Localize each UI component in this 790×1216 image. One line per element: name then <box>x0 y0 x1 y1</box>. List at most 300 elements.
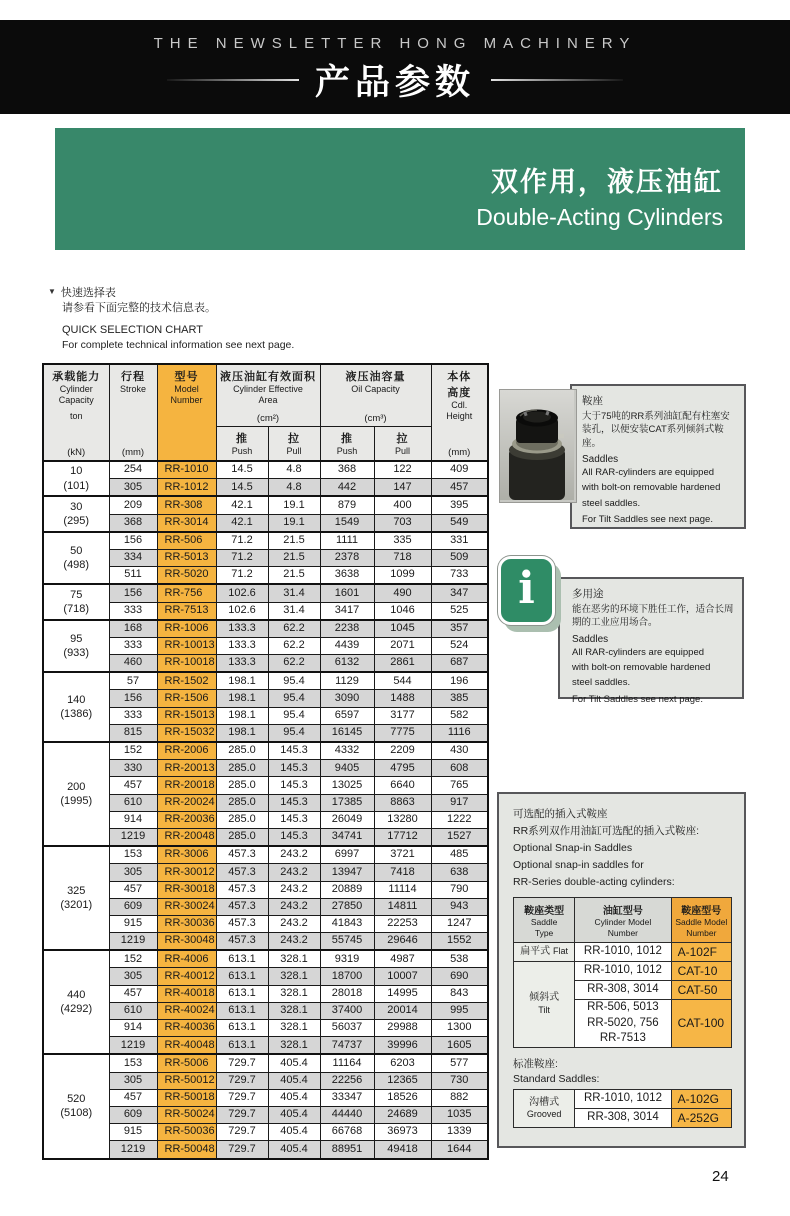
table-row <box>43 760 488 777</box>
height-cell: 1605 <box>431 1037 488 1055</box>
model-cell: RR-20018 <box>157 777 216 794</box>
height-cell: 524 <box>431 637 488 654</box>
push-area-cell: 285.0 <box>216 760 268 777</box>
push-oil-cell: 55745 <box>320 933 374 951</box>
model-cell: RR-40024 <box>157 1002 216 1019</box>
saddles-body-zh: 大于75吨的RR系列油缸配有柱塞安装孔，以便安装CAT系列倾斜式鞍座。 <box>582 411 730 449</box>
stroke-cell: 333 <box>109 602 157 620</box>
pull-area-cell: 19.1 <box>268 496 320 514</box>
pull-area-cell: 4.8 <box>268 461 320 479</box>
push-oil-cell: 17385 <box>320 794 374 811</box>
subheader-push-area: 推 Push <box>216 427 268 462</box>
push-area-cell: 729.7 <box>216 1054 268 1072</box>
table-row <box>43 950 488 968</box>
table-row <box>43 1002 488 1019</box>
push-oil-cell: 27850 <box>320 898 374 915</box>
capacity-cell: 325 (3201) <box>43 846 109 950</box>
model-cell: RR-40018 <box>157 985 216 1002</box>
push-oil-cell: 56037 <box>320 1020 374 1037</box>
model-cell: RR-30036 <box>157 915 216 932</box>
model-cell: RR-10018 <box>157 655 216 673</box>
push-oil-cell: 6132 <box>320 655 374 673</box>
snapin-sub-zh: RR系列双作用油缸可选配的插入式鞍座: <box>513 825 700 837</box>
pull-area-cell: 243.2 <box>268 864 320 881</box>
model-cell: RR-756 <box>157 584 216 602</box>
stroke-cell: 330 <box>109 760 157 777</box>
table-row <box>43 532 488 550</box>
cylinder-model-cell: RR-308, 3014 <box>575 981 671 1000</box>
table-row <box>43 496 488 514</box>
push-oil-cell: 26049 <box>320 811 374 828</box>
height-cell: 917 <box>431 794 488 811</box>
push-area-cell: 729.7 <box>216 1072 268 1089</box>
versatility-body-en: with bolt-on removable hardened <box>572 661 711 673</box>
table-row <box>43 864 488 881</box>
pull-oil-cell: 7775 <box>374 724 431 742</box>
model-cell: RR-1006 <box>157 620 216 638</box>
capacity-cell: 440 (4292) <box>43 950 109 1054</box>
table-row <box>43 933 488 951</box>
height-cell: 196 <box>431 672 488 690</box>
height-cell: 1247 <box>431 915 488 932</box>
snapin-sub-en2: RR-Series double-acting cylinders: <box>513 876 675 888</box>
saddles-title-en: Saddles <box>582 453 619 465</box>
pull-area-cell: 328.1 <box>268 950 320 968</box>
table-row <box>43 915 488 932</box>
height-cell: 409 <box>431 461 488 479</box>
saddle-model-cell: A-252G <box>671 1109 731 1128</box>
model-cell: RR-15032 <box>157 724 216 742</box>
pull-oil-cell: 2861 <box>374 655 431 673</box>
push-area-cell: 285.0 <box>216 794 268 811</box>
push-oil-cell: 2238 <box>320 620 374 638</box>
pull-oil-cell: 39996 <box>374 1037 431 1055</box>
pull-area-cell: 405.4 <box>268 1054 320 1072</box>
push-area-cell: 729.7 <box>216 1106 268 1123</box>
push-oil-cell: 13947 <box>320 864 374 881</box>
saddles-title-zh: 鞍座 <box>582 395 603 407</box>
pull-area-cell: 405.4 <box>268 1072 320 1089</box>
cylinder-model-cell: RR-506, 5013 RR-5020, 756 RR-7513 <box>575 1000 671 1048</box>
height-cell: 509 <box>431 549 488 566</box>
stroke-cell: 457 <box>109 881 157 898</box>
capacity-cell: 520 (5108) <box>43 1054 109 1158</box>
table-row <box>43 584 488 602</box>
pull-area-cell: 243.2 <box>268 881 320 898</box>
push-oil-cell: 2378 <box>320 549 374 566</box>
pull-oil-cell: 4987 <box>374 950 431 968</box>
stroke-cell: 609 <box>109 898 157 915</box>
height-cell: 485 <box>431 846 488 864</box>
pull-oil-cell: 147 <box>374 479 431 497</box>
push-area-cell: 457.3 <box>216 881 268 898</box>
masthead-rule-right <box>491 79 623 81</box>
table-row <box>514 943 732 962</box>
push-area-cell: 729.7 <box>216 1089 268 1106</box>
snapin-header-type: 鞍座类型 Saddle Type <box>514 898 575 943</box>
saddle-model-cell: A-102G <box>671 1090 731 1109</box>
height-cell: 347 <box>431 584 488 602</box>
model-cell: RR-50018 <box>157 1089 216 1106</box>
pull-oil-cell: 1488 <box>374 690 431 707</box>
stroke-cell: 368 <box>109 514 157 532</box>
height-cell: 687 <box>431 655 488 673</box>
model-cell: RR-50048 <box>157 1141 216 1159</box>
capacity-cell: 10 (101) <box>43 461 109 496</box>
table-row <box>514 1090 732 1109</box>
push-oil-cell: 34741 <box>320 828 374 846</box>
table-row <box>43 1054 488 1072</box>
saddle-type-cell: 沟槽式 Grooved <box>514 1090 575 1128</box>
pull-oil-cell: 14811 <box>374 898 431 915</box>
stroke-cell: 815 <box>109 724 157 742</box>
push-oil-cell: 1129 <box>320 672 374 690</box>
height-cell: 1644 <box>431 1141 488 1159</box>
model-cell: RR-20024 <box>157 794 216 811</box>
stroke-cell: 914 <box>109 1020 157 1037</box>
header-oil-capacity: 液压油容量 Oil Capacity (cm³) <box>320 364 431 427</box>
stroke-cell: 209 <box>109 496 157 514</box>
pull-oil-cell: 3721 <box>374 846 431 864</box>
push-oil-cell: 41843 <box>320 915 374 932</box>
table-row <box>43 514 488 532</box>
capacity-cell: 140 (1386) <box>43 672 109 742</box>
height-cell: 385 <box>431 690 488 707</box>
versatility-body-zh: 能在恶劣的环境下胜任工作，适合长周期的工业应用场合。 <box>572 604 734 629</box>
table-row <box>43 1089 488 1106</box>
push-area-cell: 71.2 <box>216 532 268 550</box>
stroke-cell: 1219 <box>109 933 157 951</box>
stroke-cell: 305 <box>109 479 157 497</box>
model-cell: RR-40012 <box>157 968 216 985</box>
pull-area-cell: 145.3 <box>268 828 320 846</box>
height-cell: 1552 <box>431 933 488 951</box>
cylinder-model-cell: RR-1010, 1012 <box>575 962 671 981</box>
versatility-body-en: steel saddles. <box>572 677 631 689</box>
height-cell: 608 <box>431 760 488 777</box>
pull-oil-cell: 17712 <box>374 828 431 846</box>
push-oil-cell: 33347 <box>320 1089 374 1106</box>
table-row <box>43 549 488 566</box>
height-cell: 331 <box>431 532 488 550</box>
stroke-cell: 57 <box>109 672 157 690</box>
pull-area-cell: 145.3 <box>268 760 320 777</box>
table-row <box>43 655 488 673</box>
pull-oil-cell: 6640 <box>374 777 431 794</box>
table-row <box>43 828 488 846</box>
pull-area-cell: 328.1 <box>268 1037 320 1055</box>
push-area-cell: 457.3 <box>216 846 268 864</box>
snapin-saddles-panel <box>497 792 746 1148</box>
push-oil-cell: 6997 <box>320 846 374 864</box>
model-cell: RR-30018 <box>157 881 216 898</box>
pull-oil-cell: 6203 <box>374 1054 431 1072</box>
table-row <box>43 968 488 985</box>
pull-area-cell: 243.2 <box>268 898 320 915</box>
stroke-cell: 333 <box>109 707 157 724</box>
snapin-sub-en1: Optional snap-in saddles for <box>513 859 644 871</box>
height-cell: 1527 <box>431 828 488 846</box>
pull-oil-cell: 11114 <box>374 881 431 898</box>
pull-area-cell: 145.3 <box>268 794 320 811</box>
height-cell: 1222 <box>431 811 488 828</box>
push-oil-cell: 13025 <box>320 777 374 794</box>
push-oil-cell: 37400 <box>320 1002 374 1019</box>
table-row <box>43 637 488 654</box>
push-oil-cell: 18700 <box>320 968 374 985</box>
push-area-cell: 14.5 <box>216 461 268 479</box>
pull-area-cell: 21.5 <box>268 567 320 585</box>
quick-selection-intro <box>48 286 294 352</box>
table-row <box>43 620 488 638</box>
pull-area-cell: 62.2 <box>268 655 320 673</box>
pull-oil-cell: 3177 <box>374 707 431 724</box>
push-area-cell: 71.2 <box>216 549 268 566</box>
table-row <box>43 724 488 742</box>
pull-oil-cell: 29988 <box>374 1020 431 1037</box>
model-cell: RR-15013 <box>157 707 216 724</box>
saddles-body-en: steel saddles. <box>582 497 641 509</box>
stroke-cell: 457 <box>109 1089 157 1106</box>
pull-area-cell: 4.8 <box>268 479 320 497</box>
model-cell: RR-5006 <box>157 1054 216 1072</box>
stroke-cell: 305 <box>109 864 157 881</box>
stroke-cell: 914 <box>109 811 157 828</box>
capacity-cell: 30 (295) <box>43 496 109 531</box>
push-oil-cell: 9319 <box>320 950 374 968</box>
pull-area-cell: 95.4 <box>268 707 320 724</box>
stroke-cell: 1219 <box>109 1037 157 1055</box>
stroke-cell: 153 <box>109 846 157 864</box>
capacity-cell: 200 (1995) <box>43 742 109 846</box>
capacity-cell: 75 (718) <box>43 584 109 619</box>
push-oil-cell: 88951 <box>320 1141 374 1159</box>
table-row <box>43 846 488 864</box>
pull-oil-cell: 703 <box>374 514 431 532</box>
pull-oil-cell: 36973 <box>374 1124 431 1141</box>
height-cell: 1116 <box>431 724 488 742</box>
cylinder-model-cell: RR-308, 3014 <box>575 1109 671 1128</box>
push-oil-cell: 368 <box>320 461 374 479</box>
pull-area-cell: 145.3 <box>268 777 320 794</box>
push-area-cell: 198.1 <box>216 724 268 742</box>
push-oil-cell: 879 <box>320 496 374 514</box>
standard-saddle-table <box>513 1089 732 1128</box>
model-cell: RR-20048 <box>157 828 216 846</box>
pull-oil-cell: 18526 <box>374 1089 431 1106</box>
model-cell: RR-50024 <box>157 1106 216 1123</box>
push-oil-cell: 9405 <box>320 760 374 777</box>
stroke-cell: 1219 <box>109 1141 157 1159</box>
push-area-cell: 198.1 <box>216 690 268 707</box>
model-cell: RR-308 <box>157 496 216 514</box>
height-cell: 882 <box>431 1089 488 1106</box>
standard-saddles-title-zh: 标准鞍座: <box>513 1057 558 1070</box>
header-model: 型号 Model Number <box>157 364 216 461</box>
model-cell: RR-7513 <box>157 602 216 620</box>
push-area-cell: 613.1 <box>216 968 268 985</box>
push-area-cell: 729.7 <box>216 1141 268 1159</box>
versatility-panel <box>558 577 744 705</box>
subheader-pull-oil: 拉 Pull <box>374 427 431 462</box>
pull-oil-cell: 1046 <box>374 602 431 620</box>
push-area-cell: 102.6 <box>216 602 268 620</box>
pull-area-cell: 328.1 <box>268 1020 320 1037</box>
height-cell: 995 <box>431 1002 488 1019</box>
pull-area-cell: 21.5 <box>268 549 320 566</box>
height-cell: 943 <box>431 898 488 915</box>
model-cell: RR-1502 <box>157 672 216 690</box>
table-row <box>43 690 488 707</box>
push-oil-cell: 3090 <box>320 690 374 707</box>
table-row <box>43 602 488 620</box>
model-cell: RR-2006 <box>157 742 216 760</box>
table-row <box>43 881 488 898</box>
push-area-cell: 613.1 <box>216 1037 268 1055</box>
versatility-body-en: For Tilt Saddles see next page. <box>572 693 703 705</box>
pull-oil-cell: 24689 <box>374 1106 431 1123</box>
header-capacity: 承载能力 Cylinder Capacity ton (kN) <box>43 364 109 461</box>
capacity-cell: 50 (498) <box>43 532 109 585</box>
intro-zh-title: 快速选择表 <box>60 287 116 299</box>
push-area-cell: 198.1 <box>216 707 268 724</box>
push-area-cell: 457.3 <box>216 915 268 932</box>
pull-area-cell: 328.1 <box>268 968 320 985</box>
capacity-cell: 95 (933) <box>43 620 109 673</box>
table-row <box>43 1124 488 1141</box>
push-oil-cell: 3417 <box>320 602 374 620</box>
pull-area-cell: 95.4 <box>268 690 320 707</box>
table-row <box>43 1020 488 1037</box>
height-cell: 395 <box>431 496 488 514</box>
saddles-body-en: with bolt-on removable hardened <box>582 482 721 494</box>
height-cell: 1339 <box>431 1124 488 1141</box>
height-cell: 690 <box>431 968 488 985</box>
pull-oil-cell: 335 <box>374 532 431 550</box>
model-cell: RR-20013 <box>157 760 216 777</box>
stroke-cell: 610 <box>109 1002 157 1019</box>
height-cell: 733 <box>431 567 488 585</box>
stroke-cell: 915 <box>109 1124 157 1141</box>
table-row <box>43 777 488 794</box>
pull-area-cell: 405.4 <box>268 1106 320 1123</box>
pull-oil-cell: 400 <box>374 496 431 514</box>
push-oil-cell: 11164 <box>320 1054 374 1072</box>
height-cell: 638 <box>431 864 488 881</box>
push-area-cell: 71.2 <box>216 567 268 585</box>
table-row <box>43 1072 488 1089</box>
info-icon: i <box>498 556 555 625</box>
model-cell: RR-5013 <box>157 549 216 566</box>
push-oil-cell: 1601 <box>320 584 374 602</box>
table-row <box>514 962 732 981</box>
stroke-cell: 156 <box>109 584 157 602</box>
pull-area-cell: 405.4 <box>268 1089 320 1106</box>
push-area-cell: 285.0 <box>216 828 268 846</box>
pull-area-cell: 243.2 <box>268 846 320 864</box>
pull-oil-cell: 1045 <box>374 620 431 638</box>
masthead <box>0 20 790 114</box>
table-row <box>43 1106 488 1123</box>
header-effective-area: 液压油缸有效面积 Cylinder Effective Area (cm²) <box>216 364 320 427</box>
height-cell: 1035 <box>431 1106 488 1123</box>
height-cell: 525 <box>431 602 488 620</box>
table-row <box>43 898 488 915</box>
subheader-push-oil: 推 Push <box>320 427 374 462</box>
pull-oil-cell: 29646 <box>374 933 431 951</box>
snapin-header-saddle-model: 鞍座型号 Saddle Model Number <box>671 898 731 943</box>
push-area-cell: 133.3 <box>216 637 268 654</box>
banner-title-zh: 双作用，液压油缸 <box>491 167 723 197</box>
table-row <box>43 672 488 690</box>
stroke-cell: 153 <box>109 1054 157 1072</box>
pull-oil-cell: 20014 <box>374 1002 431 1019</box>
pull-oil-cell: 718 <box>374 549 431 566</box>
subheader-pull-area: 拉 Pull <box>268 427 320 462</box>
versatility-body-en: All RAR-cylinders are equipped <box>572 646 705 658</box>
height-cell: 790 <box>431 881 488 898</box>
height-cell: 549 <box>431 514 488 532</box>
masthead-rule-left <box>167 79 299 81</box>
pull-area-cell: 19.1 <box>268 514 320 532</box>
pull-oil-cell: 8863 <box>374 794 431 811</box>
model-cell: RR-10013 <box>157 637 216 654</box>
model-cell: RR-506 <box>157 532 216 550</box>
saddle-model-cell: A-102F <box>671 943 731 962</box>
pull-oil-cell: 10007 <box>374 968 431 985</box>
page-number: 24 <box>712 1168 729 1185</box>
saddles-body-en: All RAR-cylinders are equipped <box>582 466 715 478</box>
pull-area-cell: 243.2 <box>268 915 320 932</box>
saddle-type-cell: 倾斜式 Tilt <box>514 962 575 1048</box>
push-area-cell: 198.1 <box>216 672 268 690</box>
stroke-cell: 156 <box>109 690 157 707</box>
height-cell: 430 <box>431 742 488 760</box>
cylinder-saddle-image <box>500 390 574 500</box>
snapin-title-en: Optional Snap-in Saddles <box>513 842 633 854</box>
push-oil-cell: 1549 <box>320 514 374 532</box>
stroke-cell: 152 <box>109 950 157 968</box>
push-area-cell: 102.6 <box>216 584 268 602</box>
model-cell: RR-1506 <box>157 690 216 707</box>
stroke-cell: 254 <box>109 461 157 479</box>
push-area-cell: 729.7 <box>216 1124 268 1141</box>
table-row <box>43 1037 488 1055</box>
stroke-cell: 609 <box>109 1106 157 1123</box>
push-oil-cell: 1111 <box>320 532 374 550</box>
pull-oil-cell: 1099 <box>374 567 431 585</box>
table-row <box>43 567 488 585</box>
table-row <box>43 461 488 479</box>
stroke-cell: 333 <box>109 637 157 654</box>
push-oil-cell: 4332 <box>320 742 374 760</box>
pull-area-cell: 145.3 <box>268 811 320 828</box>
snapin-table-body <box>514 943 732 1048</box>
model-cell: RR-20036 <box>157 811 216 828</box>
table-row <box>43 811 488 828</box>
pull-oil-cell: 490 <box>374 584 431 602</box>
push-area-cell: 613.1 <box>216 1002 268 1019</box>
stroke-cell: 511 <box>109 567 157 585</box>
pull-oil-cell: 22253 <box>374 915 431 932</box>
model-cell: RR-50012 <box>157 1072 216 1089</box>
height-cell: 730 <box>431 1072 488 1089</box>
stroke-cell: 152 <box>109 742 157 760</box>
saddles-panel <box>570 384 746 529</box>
height-cell: 843 <box>431 985 488 1002</box>
table-row <box>43 707 488 724</box>
pull-area-cell: 243.2 <box>268 933 320 951</box>
